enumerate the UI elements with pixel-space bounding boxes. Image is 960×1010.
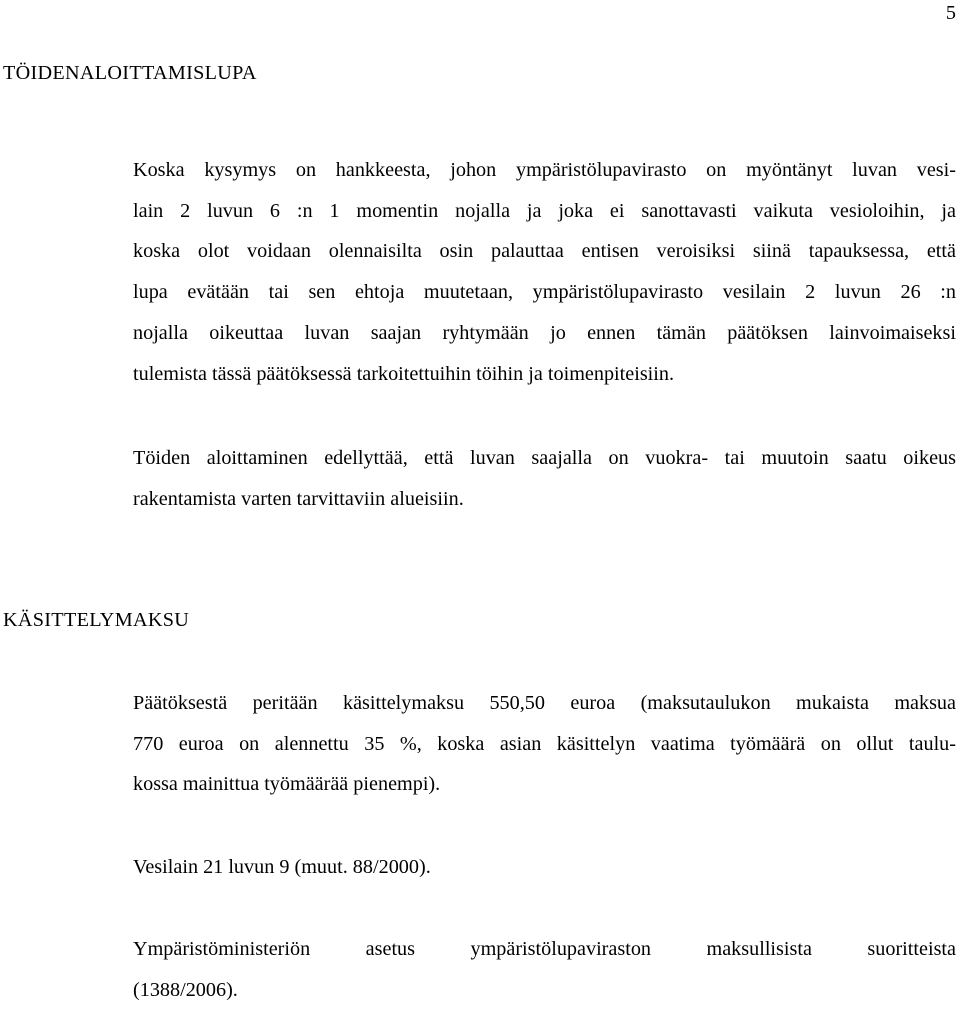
- text-line: lupa evätään tai sen ehtoja muutetaan, ympäristölupavirasto vesilain 2 luvun 26 :n: [133, 281, 956, 304]
- text-line: kossa mainittua työmäärää pienempi).: [133, 773, 441, 796]
- text-line: Koska kysymys on hankkeesta, johon ympäristölupavirasto on myöntänyt luvan vesi-: [133, 159, 956, 181]
- text-line: Töiden aloittaminen edellyttää, että luvan saajalla on vuokra- tai muutoin saatu oikeus: [133, 447, 956, 469]
- paragraph-vesilaki-viite: [133, 847, 956, 888]
- text-line: nojalla oikeuttaa luvan saajan ryhtymään jo ennen tämän päätöksen lainvoimaiseksi: [133, 321, 956, 344]
- text-line: 770 euroa on alennettu 35 %, koska asian käsittelyn vaatima työmäärä on ollut taulu-: [133, 732, 956, 755]
- text-line: Ympäristöministeriön asetus ympäristölupaviraston maksullisista suoritteista: [133, 938, 956, 960]
- text-line: koska olot voidaan olennaisilta osin palauttaa entisen veroisiksi siinä tapauksessa, että: [133, 240, 956, 263]
- section-heading-toidenaloittamislupa: TÖIDENALOITTAMISLUPA: [3, 62, 257, 84]
- text-line: Vesilain 21 luvun 9 (muut. 88/2000).: [133, 856, 431, 878]
- text-line: lain 2 luvun 6 :n 1 momentin nojalla ja joka ei sanottavasti vaikuta vesioloihin, ja: [133, 199, 956, 222]
- paragraph-maksu: [133, 683, 956, 805]
- paragraph-lupa-perustelu: [133, 150, 956, 394]
- paragraph-aloittaminen-edellytys: [133, 438, 956, 519]
- text-line: (1388/2006).: [133, 978, 238, 1001]
- text-line: Päätöksestä peritään käsittelymaksu 550,50 euroa (maksutaulukon mukaista maksua: [133, 692, 956, 714]
- paragraph-asetus-viite: [133, 929, 956, 1010]
- text-line: tulemista tässä päätöksessä tarkoitettuihin töihin ja toimenpiteisiin.: [133, 362, 675, 385]
- text-line: rakentamista varten tarvittaviin alueisiin.: [133, 487, 464, 510]
- section-heading-kasittelymaksu: KÄSITTELYMAKSU: [3, 609, 190, 631]
- page-number: 5: [945, 2, 956, 24]
